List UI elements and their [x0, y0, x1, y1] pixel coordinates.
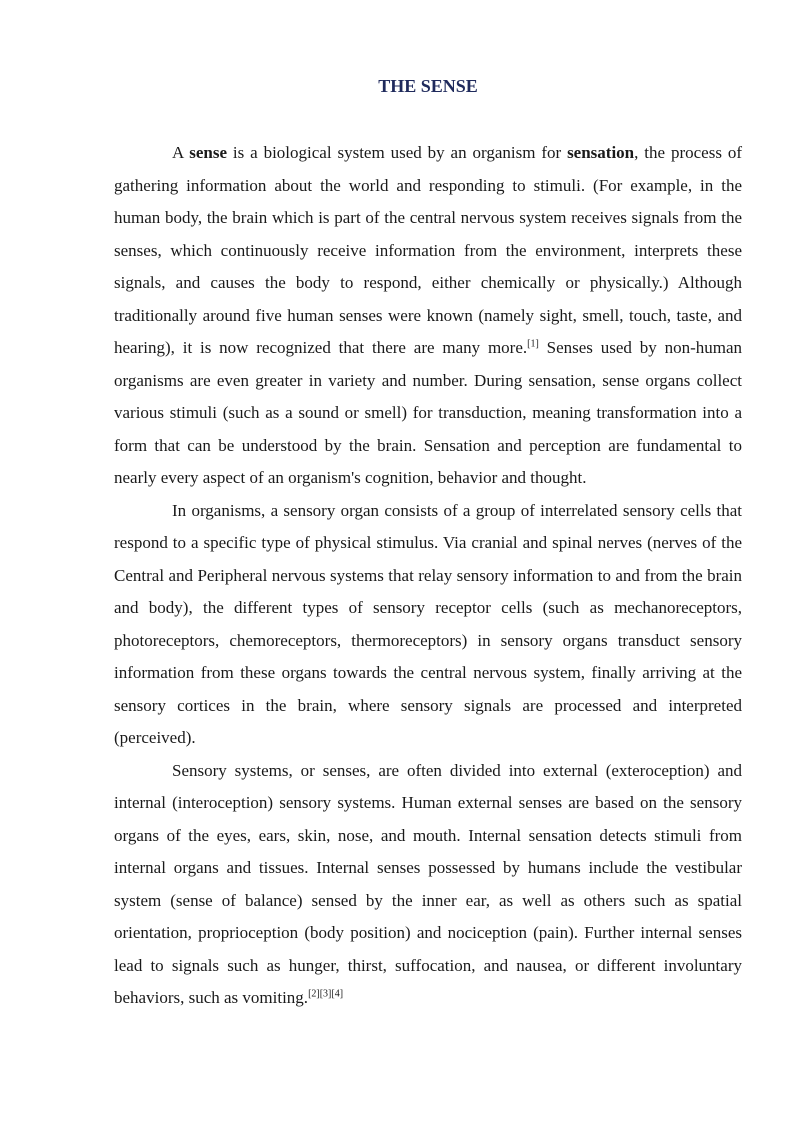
paragraph-3: [114, 755, 742, 1015]
citation-1[interactable]: [1]: [527, 338, 539, 350]
paragraph-1-text-b: is a biological system used by an organism for: [227, 143, 568, 162]
citation-2-3-4[interactable]: [2][3][4]: [308, 988, 344, 1000]
paragraph-1-text-a: A: [172, 143, 190, 162]
paragraph-2: In organisms, a sensory organ consists of a group of interrelated sensory cells that respond to a specific type of physical stimulus. Via cranial and spinal nerves (nerves of the Central and Peripheral nervous systems that relay sensory information to and from the brain and body), the different types of sensory receptor cells (such as mechanoreceptors, photoreceptors, chemoreceptors, thermoreceptors) in sensory organs transduct sensory information from these organs towards the central nervous system, finally arriving at the sensory cortices in the brain, where sensory signals are processed and interpreted (perceived).: [114, 500, 742, 747]
paragraph-1-text-d: Senses used by non-human organisms are even greater in variety and number. During sensation, sense organs collect various stimuli (such as a sound or smell) for transduction, meaning transformation into a form that can be understood by the brain. Sensation and perception are fundamental to nearly every aspect of an organism's cognition, behavior and thought.: [114, 338, 742, 487]
page-title: THE SENSE: [378, 76, 478, 96]
paragraph-1-text-c: , the process of gathering information about the world and responding to stimuli. (For example, in the human body, the brain which is part of the central nervous system receives signals from the senses, which continuously receive information from the environment, interprets these signals, and causes the body to respond, either chemically or physically.) Although traditionally around five human senses were known (namely sight, smell, touch, taste, and hearing), it is now recognized that there are many more.: [114, 143, 742, 357]
document-body: [114, 137, 742, 1015]
term-sense: sense: [189, 143, 228, 162]
term-sensation: sensation: [567, 143, 635, 162]
paragraph-3-text: Sensory systems, or senses, are often divided into external (exteroception) and internal (interoception) sensory systems. Human external senses are based on the sensory organs of the eyes, ears, skin, nose, and mouth. Internal sensation detects stimuli from internal organs and tissues. Internal senses possessed by humans include the vestibular system (sense of balance) sensed by the inner ear, as well as others such as spatial orientation, proprioception (body position) and nociception (pain). Further internal senses lead to signals such as hunger, thirst, suffocation, and nausea, or different involuntary behaviors, such as vomiting.: [114, 760, 742, 1007]
paragraph-1: [114, 137, 742, 495]
